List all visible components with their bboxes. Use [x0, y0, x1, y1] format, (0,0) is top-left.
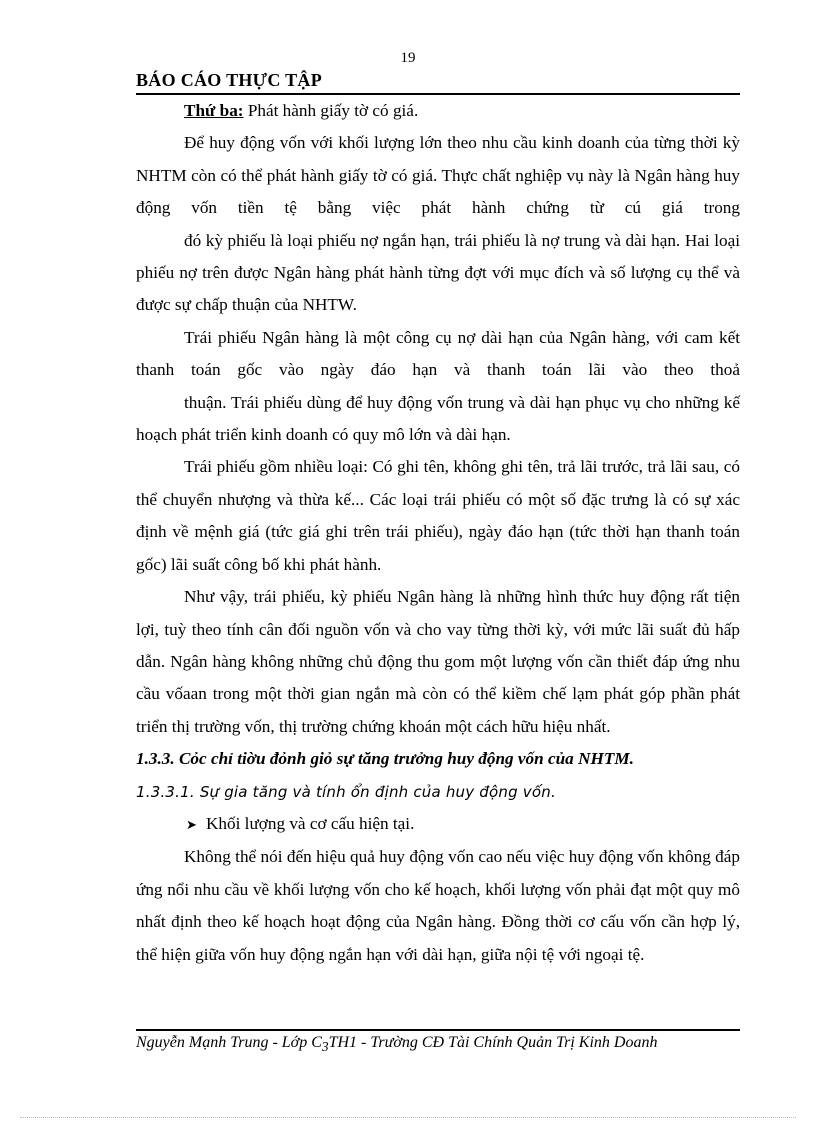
paragraph-issue-papers [136, 95, 740, 127]
subsection-title: 1.3.3.1. Sự gia tăng và tính ổn định của huy động vốn. [136, 782, 556, 801]
footer [136, 1032, 740, 1057]
document-body [136, 95, 740, 971]
header-title: BÁO CÁO THỰC TẬP [136, 70, 322, 90]
paragraph: Không thể nói đến hiệu quả huy động vốn cao nếu việc huy động vốn không đáp ứng nổi nhu cầu về khối lượng vốn cho kế hoạch, khối lượng vốn phải đạt một quy mô nhất định theo kế hoạch hoạt động của Ngân hàng. Đồng thời cơ cấu vốn cần hợp lý, thể hiện giữa vốn huy động ngắn hạn với dài hạn, giữa nội tệ với ngoại tệ. [136, 847, 740, 964]
bullet-text: Khối lượng và cơ cấu hiện tại. [206, 813, 415, 833]
paragraph: Trái phiếu Ngân hàng là một công cụ nợ dài hạn của Ngân hàng, với cam kết thanh toán gốc vào ngày đáo hạn và thanh toán lãi vào theo thoả [136, 327, 740, 380]
footer-suffix: TH1 - Trường CĐ Tài Chính Quản Trị Kinh Doanh [328, 1034, 658, 1051]
paragraph: Như vậy, trái phiếu, kỳ phiếu Ngân hàng là những hình thức huy động rất tiện lợi, tuỳ theo tính cân đối nguồn vốn và cho vay từng thời kỳ, với mức lãi suất đủ hấp dẫn. Ngân hàng không những chủ động thu gom một lượng vốn cần thiết đáp ứng nhu cầu vốaan trong một thời gian ngắn mà còn có thể kiềm chế lạm phát góp phần phát triển thị trường vốn, thị trường chứng khoán một cách hữu hiệu nhất. [136, 587, 740, 736]
arrow-bullet-icon: ➤ [186, 816, 197, 832]
paragraph: Để huy động vốn với khối lượng lớn theo nhu cầu kinh doanh của từng thời kỳ NHTM còn có thể phát hành giấy tờ có giá. Thực chất nghiệp vụ này là Ngân hàng huy động vốn tiền tệ bằng việc phát hành chứng từ cú giá trong [136, 133, 740, 218]
section-title: 1.3.3. Cỏc chỉ tiờu đỏnh giỏ sự tăng trưởng huy động vốn của NHTM. [136, 749, 634, 769]
page-bottom-border [20, 1117, 796, 1118]
bullet-item [136, 808, 740, 841]
paragraph-label: Thứ ba: [184, 101, 244, 120]
paragraph-text: Phát hành giấy tờ có giá. [243, 101, 419, 120]
paragraph: Trái phiếu gồm nhiều loại: Có ghi tên, không ghi tên, trả lãi trước, trả lãi sau, có thể chuyển nhượng và thừa kế... Các loại trái phiếu có một số đặc trưng là có sự xác định về mệnh giá (tức giá ghi trên trái phiếu), ngày đáo hạn (tức thời hạn thanh toán gốc) lãi suất công bố khi phát hành. [136, 457, 740, 574]
paragraph: thuận. Trái phiếu dùng để huy động vốn trung và dài hạn phục vụ cho những kế hoạch phát triển kinh doanh có quy mô lớn và dài hạn. [136, 392, 740, 445]
footer-prefix: Nguyễn Mạnh Trung - Lớp C [136, 1034, 322, 1051]
page-number: 19 [400, 50, 416, 66]
footer-divider [136, 1029, 740, 1031]
footer-subscript: 3 [321, 1039, 329, 1055]
paragraph: đó kỳ phiếu là loại phiếu nợ ngắn hạn, trái phiếu là nợ trung và dài hạn. Hai loại phiếu nợ trên được Ngân hàng phát hành từng đợt với mục đích và số lượng cụ thể và được sự chấp thuận của NHTW. [136, 230, 740, 315]
